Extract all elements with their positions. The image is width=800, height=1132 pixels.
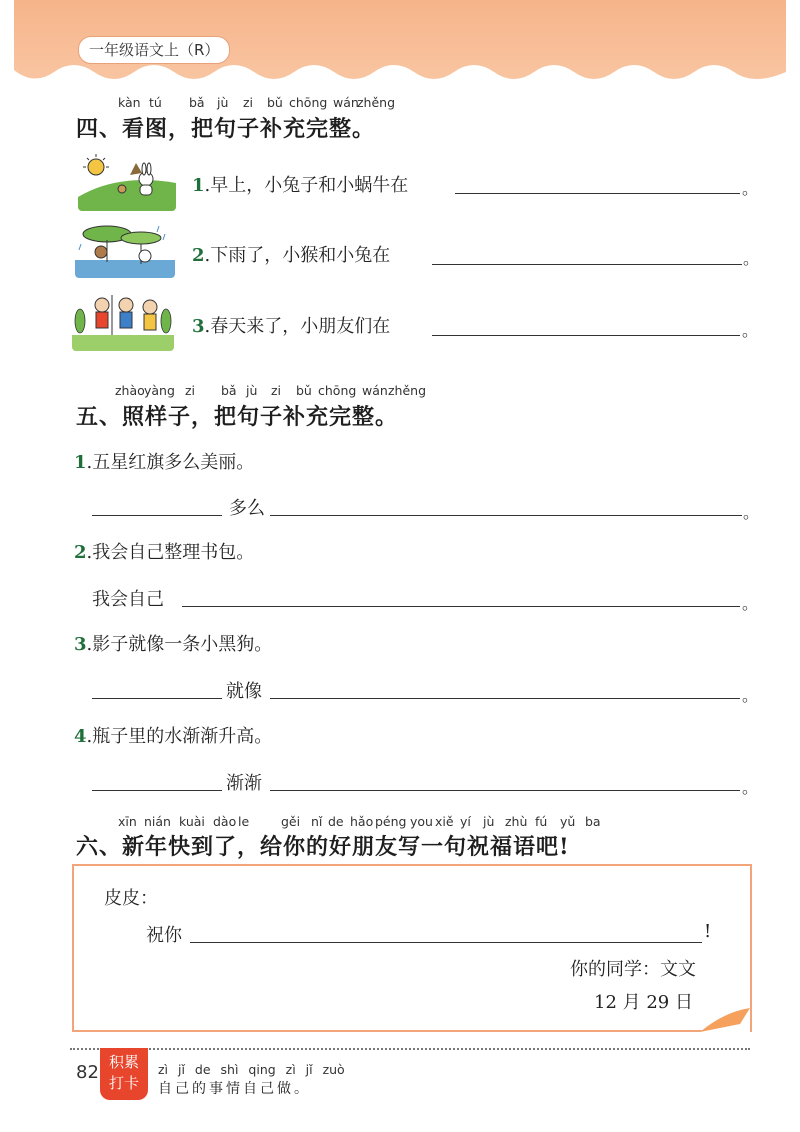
s5-item1-period: 。 (743, 503, 760, 522)
s5-item3-word: 就像 (226, 681, 262, 702)
s5-item3-period: 。 (742, 686, 759, 705)
banner-wave-edge (14, 62, 786, 92)
s5-item2-period: 。 (742, 594, 759, 613)
section4-title: 四、看图，把句子补充完整。 (76, 116, 376, 142)
letter-wish-prefix: 祝你 (146, 925, 182, 946)
section5-pinyin: zhào yàng zi bǎ jù zi bǔ chōng wán zhěng (115, 383, 427, 398)
section4-pinyin: kàn tú bǎ jù zi bǔ chōng wán zhěng (118, 95, 396, 110)
s5-item4-period: 。 (742, 778, 759, 797)
sun-rabbit-snail-picture (78, 153, 176, 211)
s4-item2-period: 。 (743, 249, 760, 268)
section6-title: 六、新年快到了，给你的好朋友写一句祝福语吧! (76, 834, 570, 860)
s4-item1-answer-line[interactable] (455, 193, 740, 194)
rain-monkey-rabbit-picture (75, 222, 175, 278)
s5-item1-blank-right[interactable] (270, 515, 742, 516)
letter-exclaim: ! (704, 921, 712, 942)
badge-line2: 打卡 (108, 1074, 139, 1092)
s4-item1-text: 1.早上，小兔子和小蜗牛在 (192, 175, 409, 196)
section6-pinyin: xīn nián kuài dào le gěi nǐ de hǎo péng you xiě yí jù zhù fú yǔ ba (118, 814, 601, 829)
letter-date: 12 月 29 日 (594, 992, 693, 1013)
s5-item3-blank-left[interactable] (92, 698, 222, 699)
s4-item3-period: 。 (742, 321, 759, 340)
letter-signature: 你的同学：文文 (570, 959, 696, 980)
s5-item4-blank-right[interactable] (270, 790, 740, 791)
s5-item1-word: 多么 (229, 498, 265, 519)
s5-item4-blank-left[interactable] (92, 790, 222, 791)
letter-wish-blank[interactable] (190, 942, 702, 943)
s4-item3-text: 3.春天来了，小朋友们在 (192, 316, 391, 337)
s5-item4-example: 4.瓶子里的水渐渐升高。 (74, 726, 273, 747)
children-planting-trees-picture (72, 291, 174, 351)
s5-item1-example: 1.五星红旗多么美丽。 (74, 452, 255, 473)
s5-item3-example: 3.影子就像一条小黑狗。 (74, 634, 273, 655)
s5-item2-blank[interactable] (182, 606, 740, 607)
page-number: 82 (76, 1062, 99, 1083)
letter-greeting: 皮皮： (104, 888, 158, 909)
s4-item3-answer-line[interactable] (432, 335, 740, 336)
s5-item3-blank-right[interactable] (270, 698, 740, 699)
daily-tip-badge (100, 1048, 148, 1100)
s5-item1-blank-left[interactable] (92, 515, 222, 516)
section5-title: 五、照样子，把句子补充完整。 (76, 404, 399, 430)
footer-tip-pinyin: zì jǐ de shì qing zì jǐ zuò (158, 1062, 345, 1077)
s5-item4-word: 渐渐 (226, 773, 262, 794)
letter-page-fold (700, 1006, 750, 1032)
s4-item2-text: 2.下雨了，小猴和小兔在 (192, 245, 391, 266)
footer-divider (70, 1048, 750, 1050)
s4-item1-period: 。 (742, 179, 759, 198)
s5-item2-word: 我会自己 (92, 589, 164, 610)
badge-line1: 积累 (108, 1053, 139, 1071)
s4-item2-answer-line[interactable] (432, 264, 742, 265)
footer-tip-text: 自己的事情自己做。 (158, 1081, 311, 1097)
book-title-pill: 一年级语文上（R） (78, 36, 230, 64)
s5-item2-example: 2.我会自己整理书包。 (74, 542, 255, 563)
